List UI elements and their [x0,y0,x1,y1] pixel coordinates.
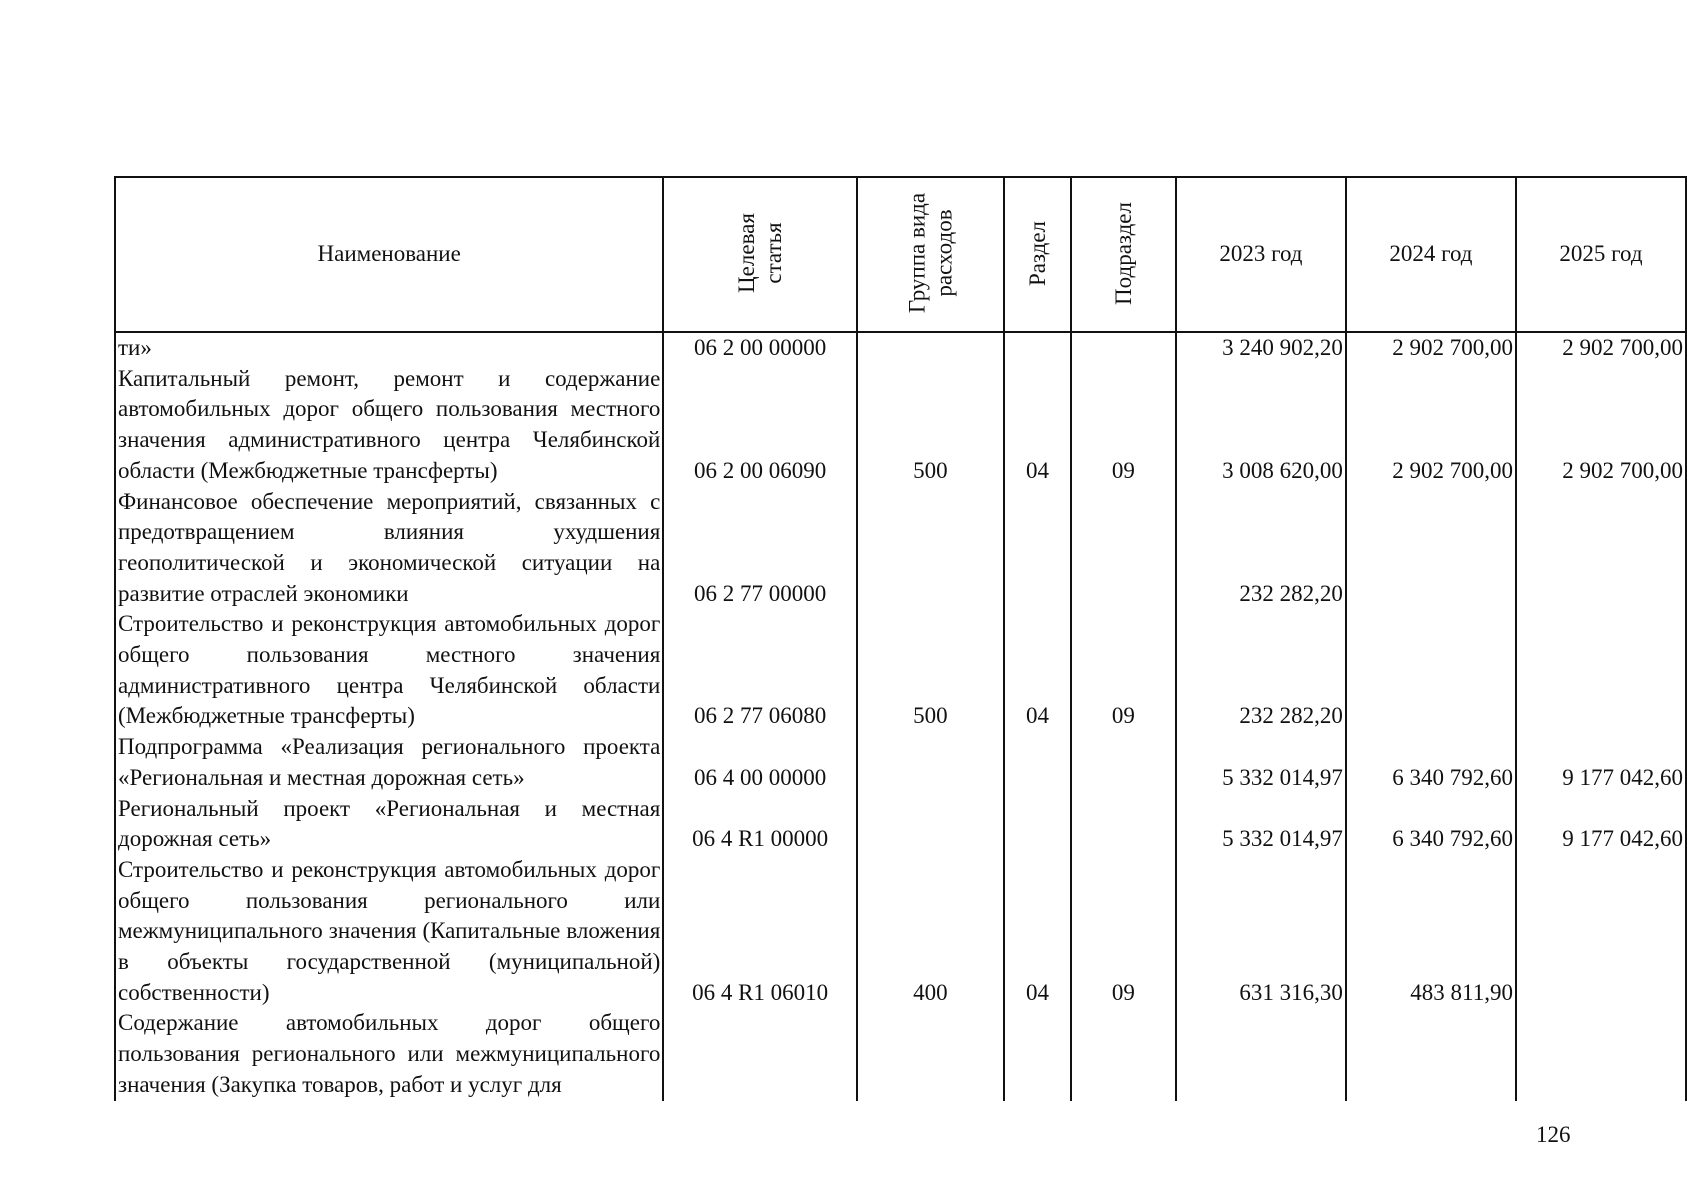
table-row [115,332,1686,364]
row-article: 06 2 00 00000 [663,332,857,364]
row-name: Строительство и реконструкция автомобильных дорог общего пользования регионального или межмуниципального значения (Капитальные вложения в объекты государственной (муниципальной) собственности) [115,855,663,1009]
table-row [115,794,1686,855]
row-section [1004,794,1071,855]
row-name: Содержание автомобильных дорог общего пользования регионального или межмуниципального значения (Закупка товаров, работ и услуг для [115,1008,663,1100]
row-group: 500 [857,364,1004,487]
row-name: ти» [115,332,663,364]
row-article: 06 2 77 00000 [663,487,857,610]
table-row [115,609,1686,732]
row-2024: 2 902 700,00 [1346,332,1516,364]
row-section: 04 [1004,855,1071,1009]
header-subsection: Подраздел [1071,177,1176,332]
row-name: Финансовое обеспечение мероприятий, связанных с предотвращением влияния ухудшения геополитической и экономической ситуации на развитие отраслей экономики [115,487,663,610]
row-2023: 5 332 014,97 [1176,732,1346,793]
row-subsection [1071,487,1176,610]
row-group [857,487,1004,610]
row-group [857,732,1004,793]
row-section: 04 [1004,364,1071,487]
row-2025: 2 902 700,00 [1516,332,1686,364]
header-article: Целевая статья [663,177,857,332]
row-name: Региональный проект «Региональная и местная дорожная сеть» [115,794,663,855]
row-2024: 6 340 792,60 [1346,794,1516,855]
row-section: 04 [1004,609,1071,732]
row-subsection: 09 [1071,855,1176,1009]
table-row [115,487,1686,610]
row-2023: 631 316,30 [1176,855,1346,1009]
row-article: 06 2 77 06080 [663,609,857,732]
row-subsection: 09 [1071,364,1176,487]
header-group: Группа вида расходов [857,177,1004,332]
row-2024: 6 340 792,60 [1346,732,1516,793]
row-section [1004,332,1071,364]
table-row [115,1008,1686,1100]
row-2023: 232 282,20 [1176,487,1346,610]
row-name: Капитальный ремонт, ремонт и содержание автомобильных дорог общего пользования местного значения административного центра Челябинской области (Межбюджетные трансферты) [115,364,663,487]
row-section [1004,487,1071,610]
row-2024: 483 811,90 [1346,855,1516,1009]
row-subsection [1071,732,1176,793]
row-2023: 3 008 620,00 [1176,364,1346,487]
row-2025 [1516,609,1686,732]
row-2025: 9 177 042,60 [1516,732,1686,793]
row-group [857,1008,1004,1100]
row-2024 [1346,487,1516,610]
row-2025 [1516,1008,1686,1100]
table-body [115,332,1686,1101]
row-section [1004,1008,1071,1100]
row-2023: 232 282,20 [1176,609,1346,732]
row-2024 [1346,1008,1516,1100]
row-group: 400 [857,855,1004,1009]
budget-table [114,176,1687,1101]
row-section [1004,732,1071,793]
row-2023: 3 240 902,20 [1176,332,1346,364]
row-name: Строительство и реконструкция автомобильных дорог общего пользования местного значения административного центра Челябинской области (Межбюджетные трансферты) [115,609,663,732]
row-2024: 2 902 700,00 [1346,364,1516,487]
table-row [115,364,1686,487]
row-article: 06 4 R1 00000 [663,794,857,855]
row-2025 [1516,855,1686,1009]
header-2024: 2024 год [1346,177,1516,332]
row-2023 [1176,1008,1346,1100]
header-name: Наименование [115,177,663,332]
row-2023: 5 332 014,97 [1176,794,1346,855]
row-article [663,1008,857,1100]
header-section: Раздел [1004,177,1071,332]
row-article: 06 4 00 00000 [663,732,857,793]
row-2025: 9 177 042,60 [1516,794,1686,855]
row-2024 [1346,609,1516,732]
row-group [857,794,1004,855]
row-subsection [1071,794,1176,855]
table-header-row [115,177,1686,332]
row-group [857,332,1004,364]
row-article: 06 2 00 06090 [663,364,857,487]
row-article: 06 4 R1 06010 [663,855,857,1009]
header-2025: 2025 год [1516,177,1686,332]
row-subsection: 09 [1071,609,1176,732]
row-2025 [1516,487,1686,610]
table-row [115,732,1686,793]
row-subsection [1071,332,1176,364]
row-2025: 2 902 700,00 [1516,364,1686,487]
row-name: Подпрограмма «Реализация регионального проекта «Региональная и местная дорожная сеть» [115,732,663,793]
row-subsection [1071,1008,1176,1100]
table-row [115,855,1686,1009]
header-2023: 2023 год [1176,177,1346,332]
page-number: 126 [1536,1122,1571,1147]
row-group: 500 [857,609,1004,732]
